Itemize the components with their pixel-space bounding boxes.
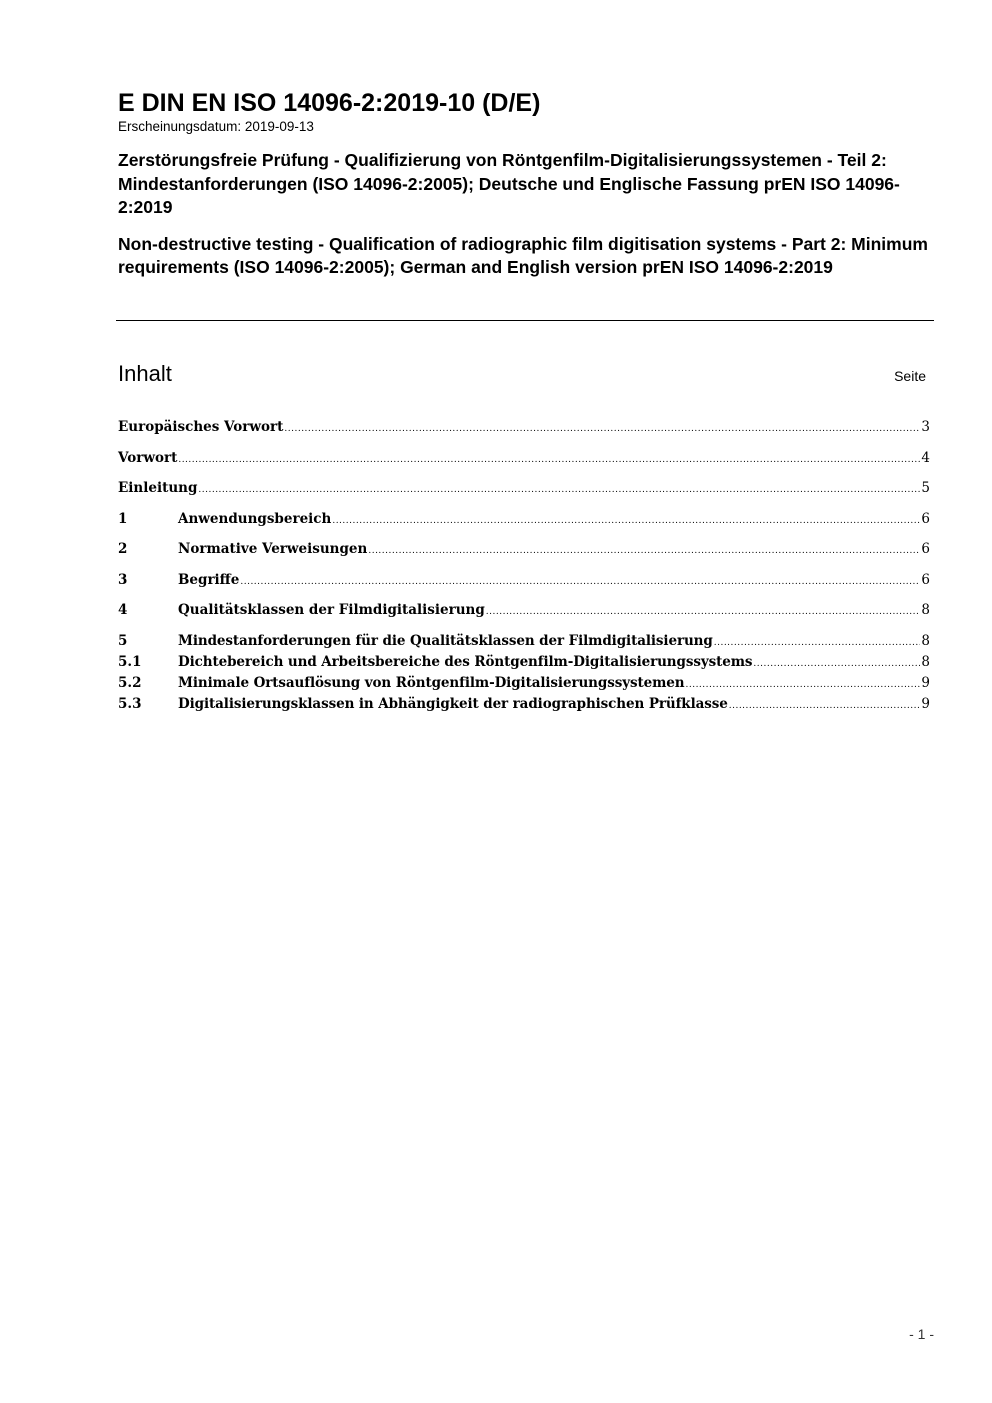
toc-entry-label: Qualitätsklassen der Filmdigitalisierung (178, 602, 485, 618)
toc-entry-section-5-2[interactable] (118, 673, 930, 693)
toc-entry-number: 3 (118, 571, 128, 588)
table-of-contents (118, 417, 930, 714)
toc-entry-page: 9 (921, 674, 930, 691)
toc-entry-label: Minimale Ortsauflösung von Röntgenfilm-Digitalisierungssystemen (178, 674, 685, 691)
toc-dot-leader (178, 450, 920, 470)
toc-entry-number: 5.3 (118, 695, 142, 712)
toc-entry-page: 4 (921, 449, 930, 466)
toc-entry-number: 4 (118, 602, 128, 618)
toc-entry-label: Anwendungsbereich (178, 510, 332, 527)
toc-dot-leader (284, 419, 920, 439)
toc-entry-label: Dichtebereich und Arbeitsbereiche des Röntgenfilm-Digitalisierungssystems (178, 653, 753, 670)
toc-entry-page: 8 (921, 632, 930, 649)
toc-entry-label: Mindestanforderungen für die Qualitätsklassen der Filmdigitalisierung (178, 632, 713, 649)
document-id: E DIN EN ISO 14096-2:2019-10 (D/E) (118, 89, 541, 117)
toc-entry-page: 5 (921, 480, 930, 496)
toc-entry-label: Vorwort (118, 449, 178, 466)
toc-entry-number: 5.1 (118, 653, 142, 670)
toc-entry-label: Begriffe (178, 571, 240, 588)
toc-dot-leader (332, 511, 920, 531)
toc-dot-leader (714, 633, 921, 653)
toc-heading (118, 360, 926, 390)
toc-dot-leader (753, 654, 920, 674)
toc-entry-number: 5 (118, 632, 128, 649)
toc-entry-label: Einleitung (118, 480, 198, 496)
toc-dot-leader (486, 602, 921, 622)
toc-dot-leader (685, 675, 920, 695)
publication-date: Erscheinungsdatum: 2019-09-13 (118, 119, 314, 134)
toc-entry-number: 5.2 (118, 674, 142, 691)
toc-entry-label: Europäisches Vorwort (118, 419, 284, 435)
toc-entry-european-foreword[interactable] (118, 417, 930, 437)
toc-entry-page: 6 (921, 510, 930, 527)
toc-entry-page: 8 (921, 653, 930, 670)
toc-entry-number: 1 (118, 510, 128, 527)
header-divider (116, 320, 934, 321)
toc-entry-label: Digitalisierungsklassen in Abhängigkeit der radiographischen Prüfklasse (178, 695, 728, 712)
toc-dot-leader (368, 541, 920, 561)
document-header (118, 88, 934, 280)
page-number: - 1 - (909, 1326, 934, 1342)
toc-title: Inhalt (118, 361, 172, 386)
toc-dot-leader (729, 696, 921, 716)
toc-dot-leader (240, 572, 920, 592)
toc-page-column-label: Seite (894, 368, 926, 384)
toc-entry-section-3[interactable] (118, 570, 930, 590)
toc-entry-section-5-1[interactable] (118, 652, 930, 672)
toc-entry-label: Normative Verweisungen (178, 541, 368, 557)
toc-entry-section-5[interactable] (118, 631, 930, 651)
toc-entry-section-2[interactable] (118, 539, 930, 559)
toc-entry-section-5-3[interactable] (118, 694, 930, 714)
toc-entry-page: 6 (921, 571, 930, 588)
title-german: Zerstörungsfreie Prüfung - Qualifizierung von Röntgenfilm-Digitalisierungssystemen - Teil 2: Mindestanforderungen (ISO 14096-2:2005); Deutsche und Englische Fassung prEN ISO 14096-2:2019 (118, 150, 900, 217)
toc-entry-foreword[interactable] (118, 448, 930, 468)
toc-dot-leader (198, 480, 920, 500)
toc-entry-page: 3 (921, 419, 930, 435)
toc-entry-section-1[interactable] (118, 509, 930, 529)
toc-entry-section-4[interactable] (118, 600, 930, 620)
toc-entry-page: 8 (921, 602, 930, 618)
toc-entry-page: 9 (921, 695, 930, 712)
title-english: Non-destructive testing - Qualification of radiographic film digitisation systems - Part 2: Minimum requirements (ISO 14096-2:2005); German and English version prEN ISO 14096-2:2019 (118, 233, 928, 277)
toc-entry-number: 2 (118, 541, 128, 557)
toc-entry-page: 6 (921, 541, 930, 557)
toc-entry-introduction[interactable] (118, 478, 930, 498)
